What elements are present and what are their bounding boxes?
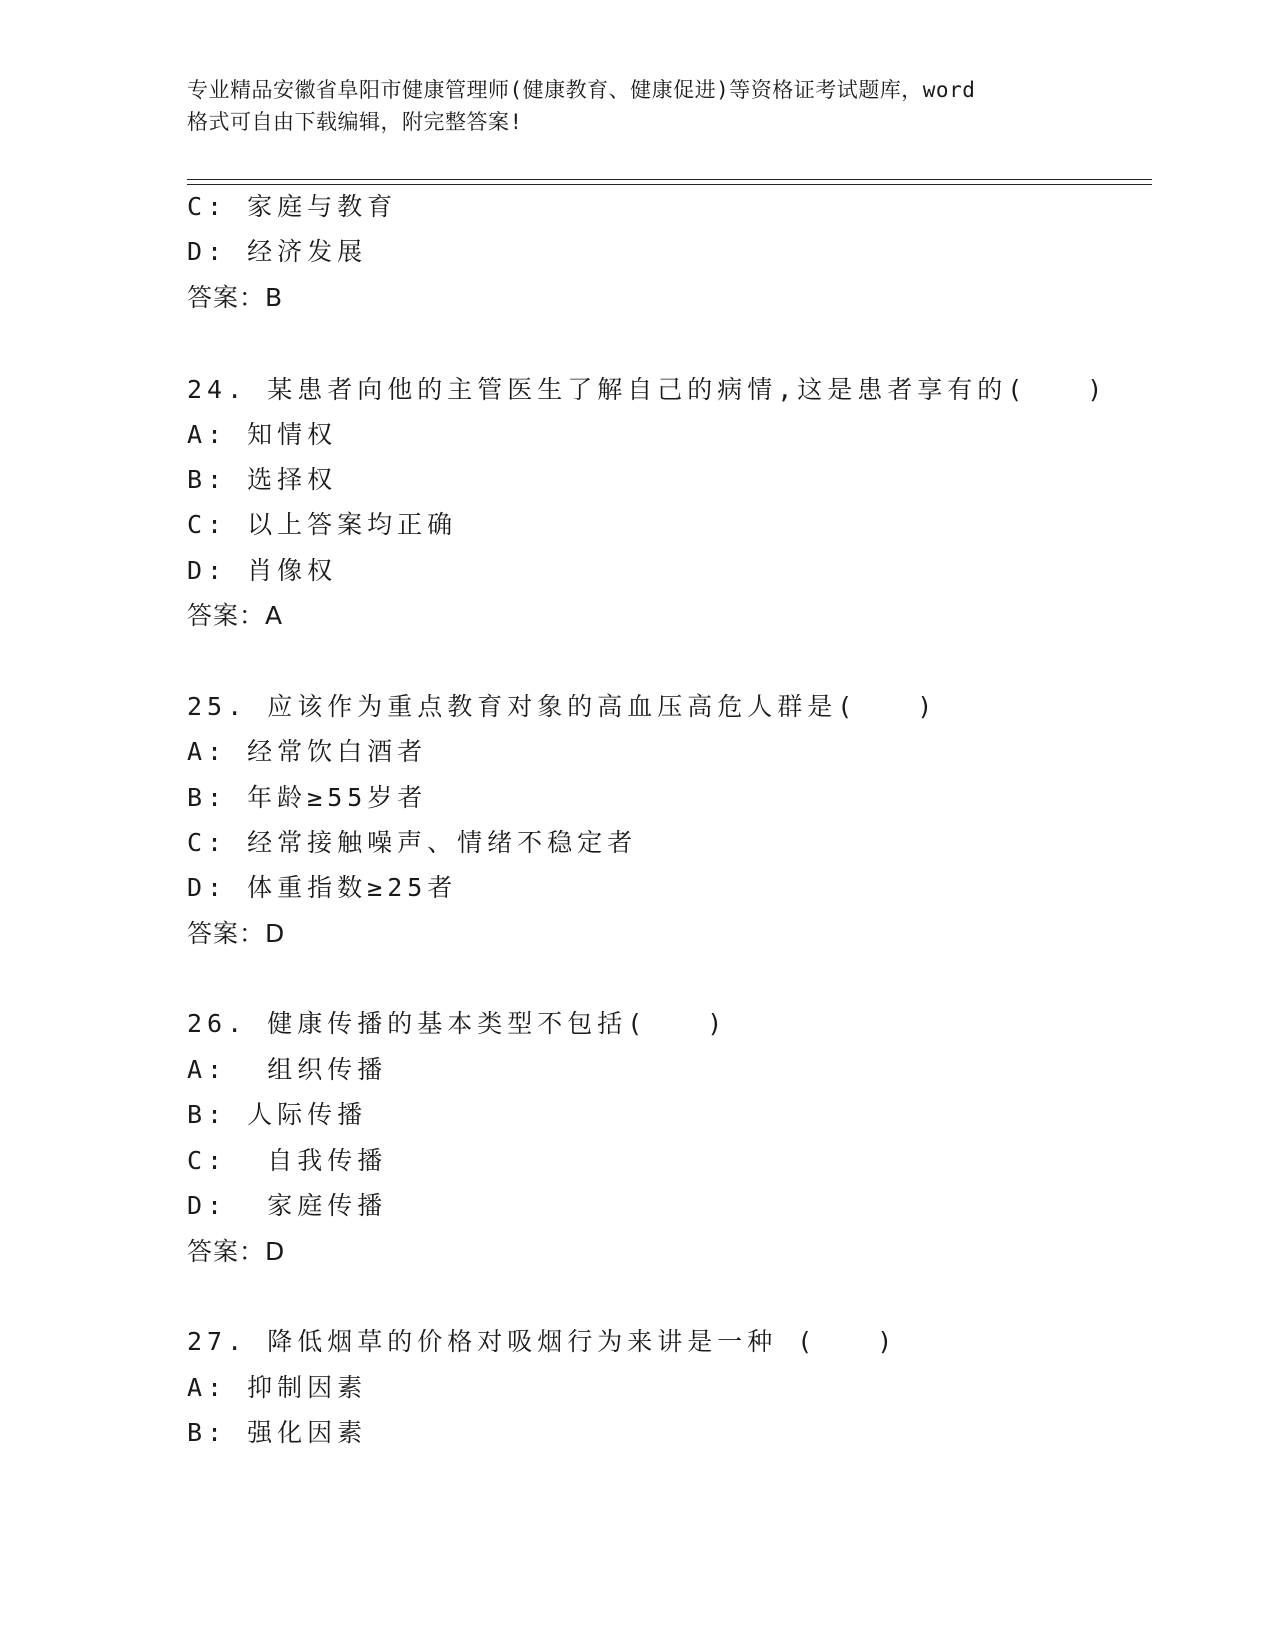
- q25-option-b: B: 年龄≥55岁者: [187, 783, 428, 812]
- q26-option-c: C: 自我传播: [187, 1146, 388, 1175]
- q25-option-c: C: 经常接触噪声、情绪不稳定者: [187, 828, 638, 857]
- q26-answer: 答案：D: [187, 1237, 286, 1266]
- prev-option-c: C: 家庭与教育: [187, 192, 398, 221]
- q26-question: 26. 健康传播的基本类型不包括( ): [187, 1009, 728, 1038]
- document-header: [187, 74, 1087, 138]
- q27-question: 27. 降低烟草的价格对吸烟行为来讲是一种 ( ): [187, 1327, 898, 1356]
- q24-question: 24. 某患者向他的主管医生了解自己的病情,这是患者享有的( ): [187, 375, 1108, 404]
- q25-option-d: D: 体重指数≥25者: [187, 873, 458, 902]
- prev-option-d: D: 经济发展: [187, 237, 368, 266]
- q27-option-b: B: 强化因素: [187, 1418, 368, 1447]
- q27-option-a: A: 抑制因素: [187, 1373, 368, 1402]
- q25-answer: 答案：D: [187, 919, 286, 948]
- header-rule-top: [187, 179, 1152, 180]
- q24-option-d: D: 肖像权: [187, 556, 338, 585]
- header-line-1: 专业精品安徽省阜阳市健康管理师(健康教育、健康促进)等资格证考试题库，word: [187, 78, 976, 102]
- q24-option-a: A: 知情权: [187, 420, 338, 449]
- q26-option-a: A: 组织传播: [187, 1055, 388, 1084]
- q25-question: 25. 应该作为重点教育对象的高血压高危人群是( ): [187, 692, 938, 721]
- q24-answer: 答案：A: [187, 601, 284, 630]
- header-rule-bottom: [187, 184, 1152, 185]
- q24-option-b: B: 选择权: [187, 465, 338, 494]
- prev-answer: 答案：B: [187, 283, 284, 312]
- q24-option-c: C: 以上答案均正确: [187, 510, 458, 539]
- q26-option-b: B: 人际传播: [187, 1100, 368, 1129]
- q25-option-a: A: 经常饮白酒者: [187, 737, 428, 766]
- q26-option-d: D: 家庭传播: [187, 1191, 388, 1220]
- header-line-2: 格式可自由下载编辑，附完整答案!: [187, 110, 523, 134]
